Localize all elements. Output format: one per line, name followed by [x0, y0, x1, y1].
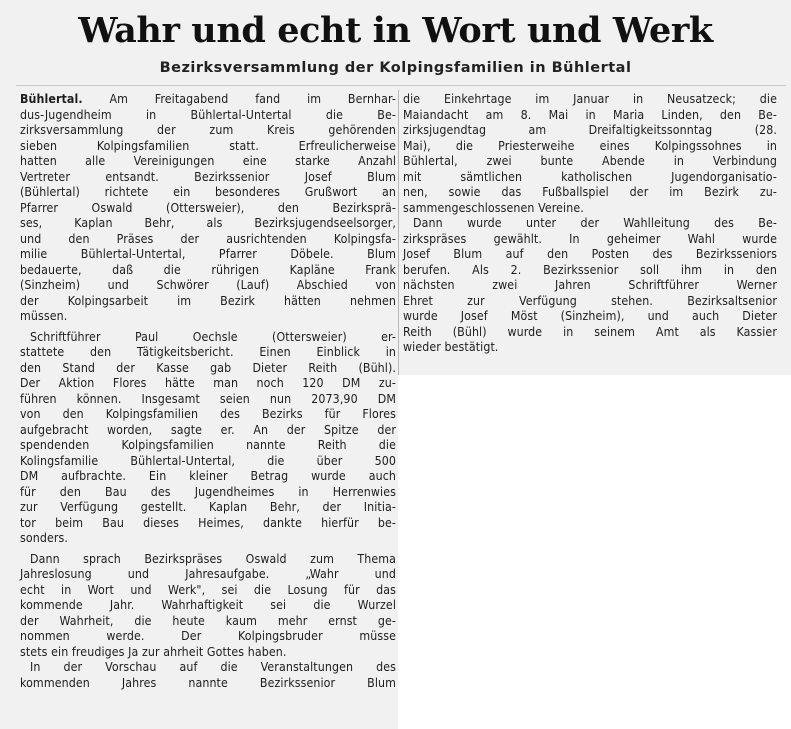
text-line-content: Vertreter entsandt. Bezirkssenior Josef Blum	[20, 169, 396, 184]
text-line	[20, 232, 396, 248]
text-line-content: dus-Jugendheim in Bühlertal-Untertal die Be-	[20, 107, 396, 122]
text-line	[20, 263, 396, 279]
text-line	[403, 154, 777, 170]
text-line-content: zirkspräses gewählt. In geheimer Wahl wurde	[403, 231, 777, 246]
text-line-content: die Einkehrtage im Januar in Neusatzeck; die	[403, 92, 777, 106]
text-line-content: (Sinzheim) und Schwörer (Lauf) Abschied von	[20, 278, 396, 292]
text-line-content: von den Kolpingsfamilien des Bezirks für Flores	[20, 407, 396, 421]
text-line	[20, 294, 396, 310]
text-line-content: berufen. Als 2. Bezirkssenior soll ihm in den	[403, 262, 777, 277]
text-line-content: (Bühlertal) richtete ein besonderes Grußwort an	[20, 185, 396, 199]
text-line	[403, 340, 777, 356]
text-line	[20, 345, 396, 361]
column-divider	[398, 90, 399, 375]
text-line-content: sonders.	[20, 531, 69, 545]
text-line	[403, 294, 777, 310]
text-line-content: stets ein freudiges Ja zur ahrheit Gottes haben.	[20, 644, 287, 659]
text-line-content: DM aufbrachte. Ein kleiner Betrag wurde auch	[20, 469, 396, 483]
text-line-content: nächsten zwei Jahren Schriftführer Werner	[403, 278, 777, 292]
text-line-content: kommenden Jahres nannte Bezirkssenior Blum	[20, 675, 396, 690]
text-line	[20, 438, 396, 454]
text-line-content: milie Bühlertal-Untertal, Pfarrer Döbele. Blum	[20, 247, 396, 261]
text-line-content: und den Präses der ausrichtenden Kolpingsfa-	[20, 231, 396, 246]
text-line-content: Jahreslosung und Jahresaufgabe. „Wahr und	[20, 567, 396, 581]
text-line-content: führen können. Insgesamt seien nun 2073,90 DM	[20, 391, 396, 406]
text-line	[20, 278, 396, 294]
text-line-content: wieder bestätigt.	[403, 340, 499, 354]
text-line-content: Bühlertal, zwei bunte Abende in Verbindung	[403, 154, 777, 168]
text-line	[20, 247, 396, 263]
text-line-content: Dann sprach Bezirkspräses Oswald zum Thema	[30, 551, 396, 566]
text-line-content: Schriftführer Paul Oechsle (Ottersweier) er-	[30, 329, 396, 344]
text-line	[20, 454, 396, 470]
dateline: Bühlertal.	[20, 92, 83, 106]
text-line	[403, 263, 777, 279]
text-line-content: wurde Josef Möst (Sinzheim), und auch Dieter	[403, 309, 777, 323]
text-line-content: nen, sowie das Fußballspiel der im Bezirk zu-	[403, 185, 777, 199]
text-line-content: ses, Kaplan Behr, als Bezirksjugendseelsorger,	[20, 216, 396, 230]
text-line	[403, 216, 777, 232]
text-line	[20, 531, 396, 547]
text-line	[20, 598, 396, 614]
text-line-content: In der Vorschau auf die Veranstaltungen des	[30, 660, 396, 674]
text-line-content: zirksversammlung der zum Kreis gehörenden	[20, 123, 396, 137]
text-line	[20, 645, 396, 661]
text-line	[20, 376, 396, 392]
text-line	[20, 216, 396, 232]
text-line	[20, 309, 396, 325]
text-line	[20, 629, 396, 645]
text-line-content: aufgebracht worden, sagte er. An der Spitze der	[20, 422, 396, 437]
text-line-content: echt in Wort und Werk", sei die Losung für das	[20, 582, 396, 597]
text-line	[20, 614, 396, 630]
text-line	[403, 123, 777, 139]
text-line-content: Ehret zur Verfügung stehen. Bezirksaltsenior	[403, 293, 777, 308]
text-line-content: Maiandacht am 8. Mai in Maria Linden, den Be-	[403, 107, 777, 122]
text-line-content: zur Verfügung gestellt. Kaplan Behr, der Initia-	[20, 500, 396, 514]
text-line	[403, 325, 777, 341]
text-line	[403, 247, 777, 263]
text-line	[20, 170, 396, 186]
text-line-content: müssen.	[20, 309, 68, 323]
text-line	[20, 154, 396, 170]
text-line-content: Kolingsfamilie Bühlertal-Untertal, die über 500	[20, 453, 396, 468]
text-line-content: Reith (Bühl) wurde in seinem Amt als Kassier	[403, 324, 777, 339]
text-line-content: sieben Kolpingsfamilien statt. Erfreulicherweise	[20, 138, 396, 153]
text-line-content: der Kolpingsarbeit im Bezirk hätten nehmen	[20, 293, 396, 308]
text-line	[403, 108, 777, 124]
text-line-content: nommen werde. Der Kolpingsbruder müsse	[20, 629, 396, 643]
text-line-content: spendenden Kolpingsfamilien nannte Reith die	[20, 438, 396, 452]
text-line-content: Dann wurde unter der Wahlleitung des Be-	[413, 216, 777, 230]
text-line	[20, 330, 396, 346]
text-line-content: stattete den Tätigkeitsbericht. Einen Einblick in	[20, 345, 396, 359]
text-line-content: Mai), die Priesterweihe eines Kolpingssohnes in	[403, 138, 777, 153]
headline: Wahr und echt in Wort und Werk	[78, 10, 713, 51]
header-rule	[16, 85, 786, 86]
text-line	[20, 552, 396, 568]
text-line-content: Josef Blum auf den Posten des Bezirksseniors	[403, 247, 777, 261]
text-line	[403, 185, 777, 201]
text-line	[20, 139, 396, 155]
text-line	[20, 407, 396, 423]
text-line	[20, 485, 396, 501]
text-line-content: sammengeschlossenen Vereine.	[403, 200, 584, 215]
text-line	[20, 92, 396, 108]
text-line	[20, 108, 396, 124]
text-line	[403, 232, 777, 248]
text-line-content: Am Freitagabend fand im Bernhar-	[82, 92, 396, 106]
subheadline: Bezirksversammlung der Kolpingsfamilien in Bühlertal	[159, 60, 632, 76]
text-line-content: Pfarrer Oswald (Ottersweier), den Bezirksprä-	[20, 200, 396, 215]
text-line	[20, 676, 396, 692]
text-line	[403, 170, 777, 186]
text-line	[20, 469, 396, 485]
text-line	[20, 423, 396, 439]
text-line-content: bedauerte, daß die rührigen Kapläne Frank	[20, 262, 396, 277]
text-line	[20, 185, 396, 201]
text-line	[20, 123, 396, 139]
text-line	[403, 201, 777, 217]
text-line-content: kommende Jahr. Wahrhaftigkeit sei die Wurzel	[20, 598, 396, 612]
text-line	[403, 139, 777, 155]
text-line	[20, 500, 396, 516]
text-line	[403, 278, 777, 294]
text-line	[20, 583, 396, 599]
text-line	[20, 392, 396, 408]
text-line	[20, 567, 396, 583]
text-line	[403, 92, 777, 108]
text-line	[20, 660, 396, 676]
text-line	[20, 516, 396, 532]
article-column-left	[20, 92, 396, 691]
text-line-content: mit sämtlichen katholischen Jugendorganisatio-	[403, 169, 777, 184]
text-line-content: Der Aktion Flores hätte man noch 120 DM zu-	[20, 376, 396, 390]
text-line	[20, 201, 396, 217]
text-line-content: für den Bau des Jugendheimes in Herrenwies	[20, 484, 396, 499]
text-line-content: hatten alle Vereinigungen eine starke Anzahl	[20, 154, 396, 168]
text-line	[403, 309, 777, 325]
text-line-content: zirksjugendtag am Dreifaltigkeitssonntag (28.	[403, 123, 777, 137]
text-line-content: der Wahrheit, die heute kaum mehr ernst ge-	[20, 613, 396, 628]
text-line	[20, 361, 396, 377]
article-column-right	[403, 92, 777, 356]
text-line-content: den Stand der Kasse gab Dieter Reith (Bühl).	[20, 360, 396, 375]
text-line-content: tor beim Bau dieses Heimes, dankte hierfür be-	[20, 515, 396, 530]
